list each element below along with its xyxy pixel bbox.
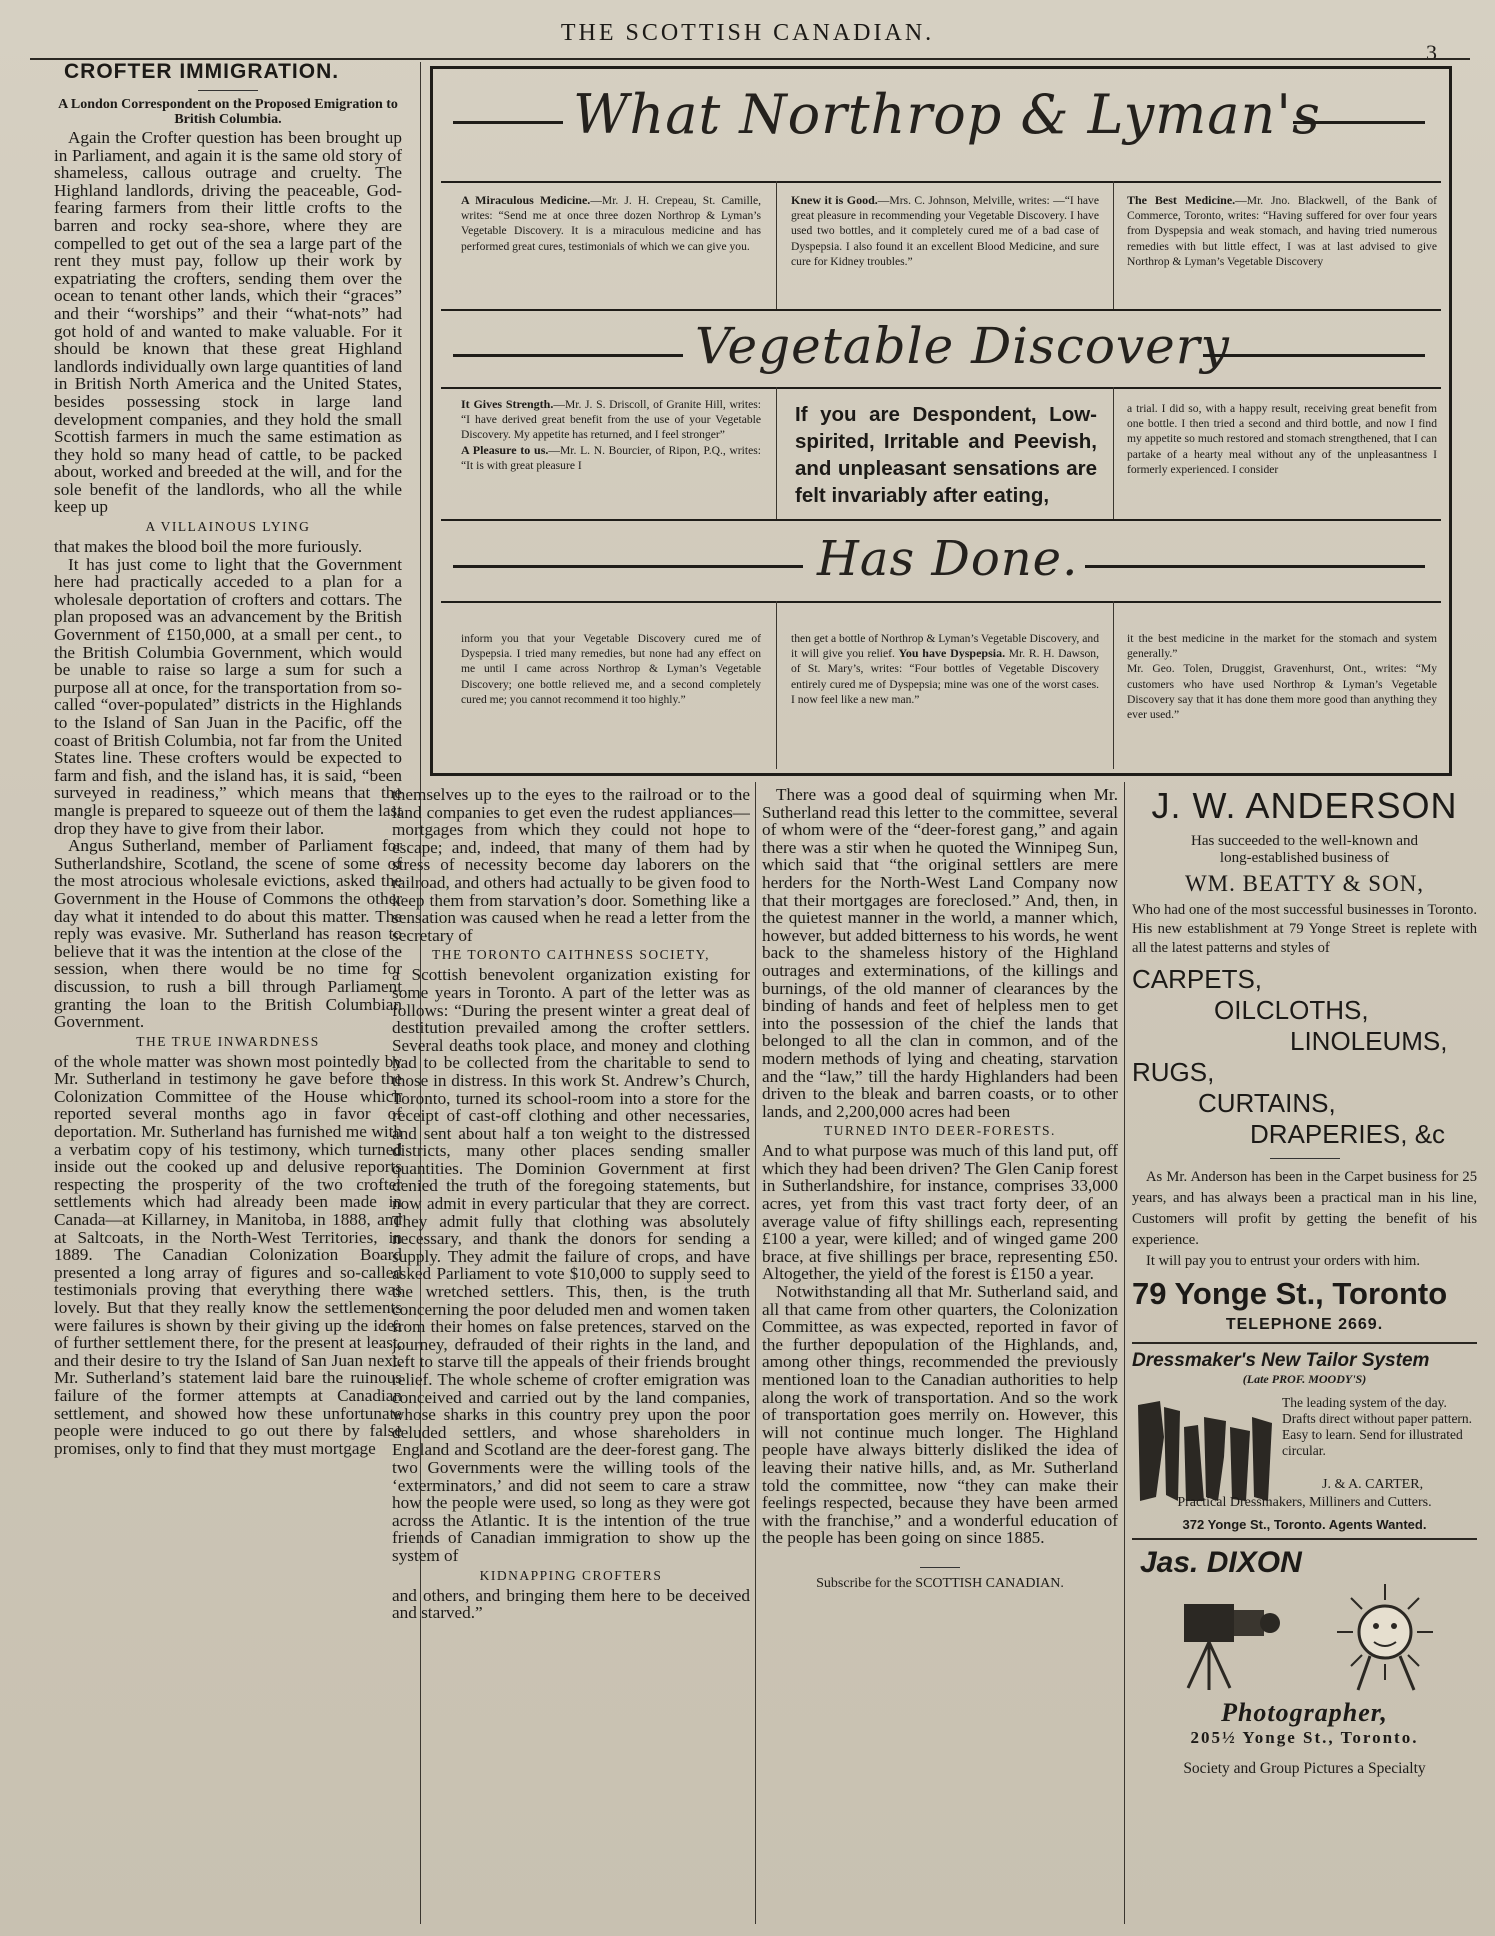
ad-paragraph: As Mr. Anderson has been in the Carpet business for 25 years, and has always been a practical man in his line, Customers will profit by getting the benefit of his experience. (1132, 1169, 1477, 1248)
ad-script-heading-2: Vegetable Discovery (695, 317, 1230, 375)
subheading: THE TRUE INWARDNESS (136, 1033, 320, 1049)
ad-text-line: Has succeeded to the well-known and (1190, 833, 1418, 849)
article-column-2 (392, 786, 750, 1926)
ad-cell-rule (776, 601, 777, 769)
ad-description: Who had one of the most successful businesses in Toronto. His new establishment at 79 Yonge Street is replete with all the latest patterns and styles of (1132, 902, 1477, 956)
anderson-name: J. W. ANDERSON (1151, 785, 1458, 826)
subheading: THE TORONTO CAITHNESS SOCIETY, (431, 947, 711, 963)
ad-cell-rule (776, 387, 777, 519)
ad-cell-rule (1113, 601, 1114, 769)
camera-illustration (1174, 1584, 1294, 1694)
dixon-trade: Photographer, (1221, 1698, 1388, 1727)
paragraph: and others, and bringing them here to be deceived and starved.” (392, 1585, 750, 1623)
article-column-3 (762, 786, 1118, 1926)
ad-script-heading-3: Has Done. (817, 531, 1079, 587)
subheading: TURNED INTO DEER-FORESTS. (824, 1123, 1056, 1139)
product-curtains: CURTAINS, (1198, 1088, 1336, 1118)
testimonial-johnson: Knew it is Good.—Mrs. C. Johnson, Melville, writes: —“I have great pleasure in recommending your Vegetable Discovery. I have used two bottles, and it completely cured me of a bad case of Dyspepsia. I also found it an excellent Blood Medicine, and sure cure for Kidney troubles.” (791, 193, 1100, 268)
paragraph: Notwithstanding all that Mr. Sutherland said, and all that came from other quarters, the Colonization Committee, as was expected, reported in favor of the further depopulation of the Highlands, and, among other things, recommended the previously mentioned loan to the Canadian authorities to help along the work of transportation. And so the work of transportation goes merrily on. However, this will not continue much longer. The Highland people have always bitterly disliked the idea of leaving their native hills, and, as Mr. Sutherland told the committee, now “they can make their feelings respected, because they have been armed with the franchise,” and a wonderful education of the people has been going on since 1885. (762, 1282, 1118, 1548)
paragraph: And to what purpose was much of this land put, off which they had been driven? The Glen Canip forest in Sutherlandshire, for instance, comprises 33,000 acres, yet from this vast tract forty deer, of an average value of fifty shillings each, representing £100 a year, were killed; and of winged game 200 brace, at five shillings per brace, representing £50. Altogether, the yield of the forest is £150 a year. (762, 1141, 1118, 1284)
ornament-rule (453, 354, 683, 357)
anderson-telephone: TELEPHONE 2669. (1225, 1316, 1384, 1333)
ad-script-heading-1: What Northrop & Lyman's (573, 83, 1321, 146)
testimonial-dawson: then get a bottle of Northrop & Lyman’s Vegetable Discovery, and it will give you relief. You have Dyspepsia. Mr. R. H. Dawson, of St. Mary’s, writes: “Four bottles of Vegetable Discovery entirely cured me of Dyspepsia; mine was one of the worst cases. I now feel like a new man.” (791, 632, 1099, 706)
testimonial-bourcier-continued: inform you that your Vegetable Discovery cured me of Dyspepsia. I tried many remedies, but none had any effect on me until I came across Northrop & Lyman’s Vegetable Discovery; one bottle relieved me, and a second completely cured me; you cannot recommend it too highly.” (461, 632, 761, 706)
paragraph: themselves up to the eyes to the railroad or to the land companies to get even the rudest appliances—mortgages from which they could not hope to escape; and, indeed, that many of them had by stress of necessity become day laborers on the railroad, and others had actually to be given food to keep them from starvation’s door. Something like a sensation was caused when he read a letter from the secretary of (392, 786, 750, 945)
subheading: KIDNAPPING CROFTERS (479, 1567, 663, 1583)
ad-feature-text: If you are Despondent, Low-spirited, Irritable and Peevish, and unpleasant sensations are felt invariably after eating, (795, 403, 1097, 507)
pattern-pieces-illustration (1134, 1397, 1276, 1507)
ad-divider (1132, 1342, 1477, 1344)
ad-cell-rule (1113, 181, 1114, 309)
paragraph: Again the Crofter question has been brought up in Parliament, and again it is the same old story of shameless, callous outrage and cruelty. The Highland landlords, driving the peaceable, God-fearing farmers from their little crofts to the barren and rocky sea-shore, where they are compelled to get out of the sea a large part of the rent they must pay, follow up their work by expatriating the crofters, sending them over the ocean to tenant other lands, which their “graces” and their “worships” and their “what-nots” had got hold of and wanted to make valuable. For it should be known that these great Highland landlords individually own large quantities of land in British North America and the United States, besides possessing stock in large land development companies, and they hold the small Scottish farmers in much the same estimation as they hold so many head of cattle, to be packed about, worked and breeded at the will, and for the sole benefit of the landlords, who all the while keep up (54, 128, 402, 517)
product-linoleums: LINOLEUMS, (1290, 1026, 1448, 1056)
testimonial-title: Knew it is Good. (791, 193, 878, 207)
ornament-rule (1203, 354, 1425, 357)
testimonial-title: A Miraculous Medicine. (461, 193, 591, 207)
product-oilcloths: OILCLOTHS, (1214, 995, 1369, 1025)
ad-divider (1132, 1538, 1477, 1540)
sun-face-illustration (1330, 1580, 1440, 1696)
column-rule (755, 782, 756, 1924)
ad-cell-rule (1113, 387, 1114, 519)
testimonial-blackwell: The Best Medicine.—Mr. Jno. Blackwell, of the Bank of Commerce, Toronto, writes: “Having suffered for over four years from Dyspepsia and weak stomach, and having tried numerous remedies with but little effect, I was at last advised to give Northrop & Lyman’s Vegetable Discovery (1127, 193, 1437, 268)
product-carpets: CARPETS, (1132, 964, 1263, 994)
dressmaker-address: 372 Yonge St., Toronto. Agents Wanted. (1182, 1517, 1427, 1532)
testimonial-title: You have Dyspepsia. (898, 646, 1006, 661)
paragraph: There was a good deal of squirming when Mr. Sutherland read this letter to the committee, several of whom were of the “deer-forest gang,” and again there was a stir when he quoted the Winnipeg Sun, which said that “the original settlers are mere herders for the North-West Land Company now that their mortgages are foreclosed.” And, then, in the quietest manner in the world, a manner which, however, but added bitterness to his words, he went back to the shameless history of the Highland outrages and exterminations, of the killings and burnings, of the old manner of clearances by the binding of hands and feet of helpless men to get into the possession of the chief the lands that belonged to all the clan in common, and of the modern methods of lying and cheating, starvation and the “law,” till the hardy Highlanders had been driven to the bleak and barren coasts, or to other lands, and 2,200,000 acres had been (762, 786, 1118, 1121)
paragraph: that makes the blood boil the more furiously. (54, 537, 363, 557)
dixon-address: 205½ Yonge St., Toronto. (1190, 1728, 1419, 1747)
subscribe-notice: Subscribe for the SCOTTISH CANADIAN. (816, 1575, 1064, 1591)
masthead: THE SCOTTISH CANADIAN. (560, 20, 935, 46)
column-rule (1124, 782, 1125, 1924)
ad-divider (441, 519, 1441, 521)
product-draperies: DRAPERIES, &c (1250, 1119, 1446, 1149)
anderson-advertisement (1132, 785, 1477, 1778)
product-rugs: RUGS, (1132, 1057, 1215, 1087)
headline-rule (198, 90, 258, 91)
testimonial-title: A Pleasure to us. (461, 442, 549, 457)
ornament-rule (453, 565, 803, 568)
article-deck: A London Correspondent on the Proposed Emigration to British Columbia. (58, 97, 398, 127)
anderson-address: 79 Yonge St., Toronto (1132, 1276, 1448, 1311)
northrop-lyman-advertisement (430, 66, 1452, 776)
dressmaker-subtitle: (Late PROF. MOODY'S) (1242, 1372, 1367, 1386)
testimonial-crepeau: A Miraculous Medicine.—Mr. J. H. Crepeau, St. Camille, writes: “Send me at once three dozen Northrop & Lyman’s Vegetable Discovery. It is a miraculous medicine and has performed great cures, testimonials of which we can give you. (461, 193, 761, 253)
paragraph: It has just come to light that the Government here had practically acceded to a plan for a wholesale deportation of crofters and cottars. The plan proposed was an advancement by the British Government of £150,000, at a small per cent., to the British Columbia Government, which would be unable to raise so large a sum for such a purpose all at once, for the transportation from so-called “over-populated” districts in the Highlands to the Island of San Juan in the Pacific, off the coast of British Columbia, not far from the United States line. These crofters would be expected to farm and fish, and the island has, it is said, “been surveyed in readiness,” which means that the mangle is prepared to squeeze out of them the last drop they have to give from their labor. (54, 554, 402, 838)
paragraph: of the whole matter was shown most pointedly by Mr. Sutherland in testimony he gave before the Colonization Committee of the House which reported several months ago in favor of deportation. Mr. Sutherland has furnished me with a verbatim copy of his testimony, which turned inside out the cooked up and delusive reports respecting the prosperity of the two crofter settlements which had already been made in Canada—at Killarney, in Manitoba, in 1888, and at Saltcoats, in the North-West Territories, in 1889. The Canadian Colonization Board presented a long array of figures and so-called testimonials proving that everything there was lovely. But that they really know the settlements were failures is shown by their giving up the idea of further settlement there, for the present at least, and their desire to try the Island of San Juan next. Mr. Sutherland’s statement laid bare the ruinous failure of the former attempts at Canadian settlement, and showed how these unfortunate people were induced to go out there by false promises, only to find that they must mortgage (54, 1051, 402, 1458)
testimonial-tolen: it the best medicine in the market for the stomach and system generally.” Mr. Geo. Tolen, Druggist, Gravenhurst, Ont., writes: “My customers who have used Northrop & Lyman’s Vegetable Discovery say that it has done them more good than anything they ever used.” (1127, 632, 1437, 722)
ornament-rule (1085, 565, 1425, 568)
ad-cell-rule (776, 181, 777, 309)
dressmaker-body (1132, 1391, 1477, 1511)
paragraph: a Scottish benevolent organization existing for some years in Toronto. A part of the letter was as follows: “During the present winter a great deal of destitution prevailed among the crofter settlers. Several deaths took place, and money and clothing had to be collected from the charitable to send to those in distress. In this work St. Andrew’s Church, Toronto, turned its school-room into a store for the receipt of cast-off clothing and other necessaries, and sent about half a ton weight to the distressed districts, many other places sending smaller quantities. The Dominion Government at first denied the truth of the foregoing statements, but now admit in every particular that they are correct. They admit fully that clothing was absolutely necessary, and thank the donors for sending a supply. They admit the failure of crops, and have asked Parliament to vote $10,000 to supply seed to the wretched settlers. This, then, is the truth concerning the poor deluded men and women taken from their homes on false pretences, starved on the journey, defrauded of their rights in the land, and left to starve till the appeals of their friends brought relief. The whole scheme of crofter emigration was conceived and carried out by the land companies, whose sharks in this country prey upon the poor deluded settlers, and whose shareholders in England and Scotland are the deer-forest gang. The two Governments were the willing tools of the ‘exterminators,’ and did not seem to care a straw how the people were used, so long as they were got across the Atlantic. It is the intention of the true friends of Canadian immigration to show up the system of (392, 965, 750, 1565)
dixon-tagline: Society and Group Pictures a Specialty (1183, 1760, 1426, 1777)
page-number: 3 (1426, 40, 1437, 65)
ad-paragraph: It will pay you to entrust your orders with him. (1146, 1253, 1421, 1269)
ad-rule (1270, 1158, 1340, 1159)
dressmaker-title: Dressmaker's New Tailor System (1132, 1350, 1430, 1371)
testimonial-title: It Gives Strength. (461, 397, 554, 411)
ad-divider (441, 181, 1441, 183)
testimonial-driscoll: It Gives Strength.—Mr. J. S. Driscoll, of Granite Hill, writes: “I have derived great benefit from the use of your Vegetable Discovery. My appetite has returned, and I feel stronger” A Pleasure to us.—Mr. L. N. Bourcier, of Ripon, P.Q., writes: “It is with great pleasure I (461, 397, 762, 472)
article-column-1 (54, 60, 402, 1926)
dixon-illustration-area (1132, 1580, 1477, 1698)
subheading: A VILLAINOUS LYING (145, 519, 311, 535)
ornament-rule (1293, 121, 1425, 124)
ad-text-line: long-established business of (1219, 850, 1390, 866)
article-headline: CROFTER IMMIGRATION. (64, 60, 340, 83)
ornament-rule (453, 121, 563, 124)
ad-divider (441, 387, 1441, 389)
dressmaker-description: The leading system of the day. Drafts direct without paper pattern. Easy to learn. Send for illustrated circular. (1282, 1395, 1473, 1458)
testimonial-title: The Best Medicine. (1127, 193, 1236, 207)
dixon-name: Jas. DIXON (1140, 1546, 1302, 1579)
carter-firm-name: J. & A. CARTER, (1322, 1477, 1424, 1492)
paragraph: Angus Sutherland, member of Parliament for Sutherlandshire, Scotland, the scene of some of the most atrocious wholesale evictions, asked the Government in the House of Commons the other day what it intended to do about this matter. The reply was evasive. Mr. Sutherland has reason to believe that it was the intention at the close of the session, when there would be no time for discussion, to rush a bill through Parliament granting the loan to the British Columbian Government. (54, 836, 402, 1032)
ad-divider (441, 601, 1441, 603)
ad-divider (441, 309, 1441, 311)
testimonial-blackwell-continued: a trial. I did so, with a happy result, receiving great benefit from one bottle. I then tried a second and third bottle, and now I find my appetite so much restored and stomach strengthened, that I can partake of a hearty meal without any of the unpleasantness I formerly experienced. I consider (1127, 402, 1437, 476)
carter-description: Practical Dressmakers, Milliners and Cutters. (1177, 1495, 1432, 1510)
beatty-firm-name: WM. BEATTY & SON, (1184, 871, 1425, 896)
section-rule (920, 1567, 960, 1568)
